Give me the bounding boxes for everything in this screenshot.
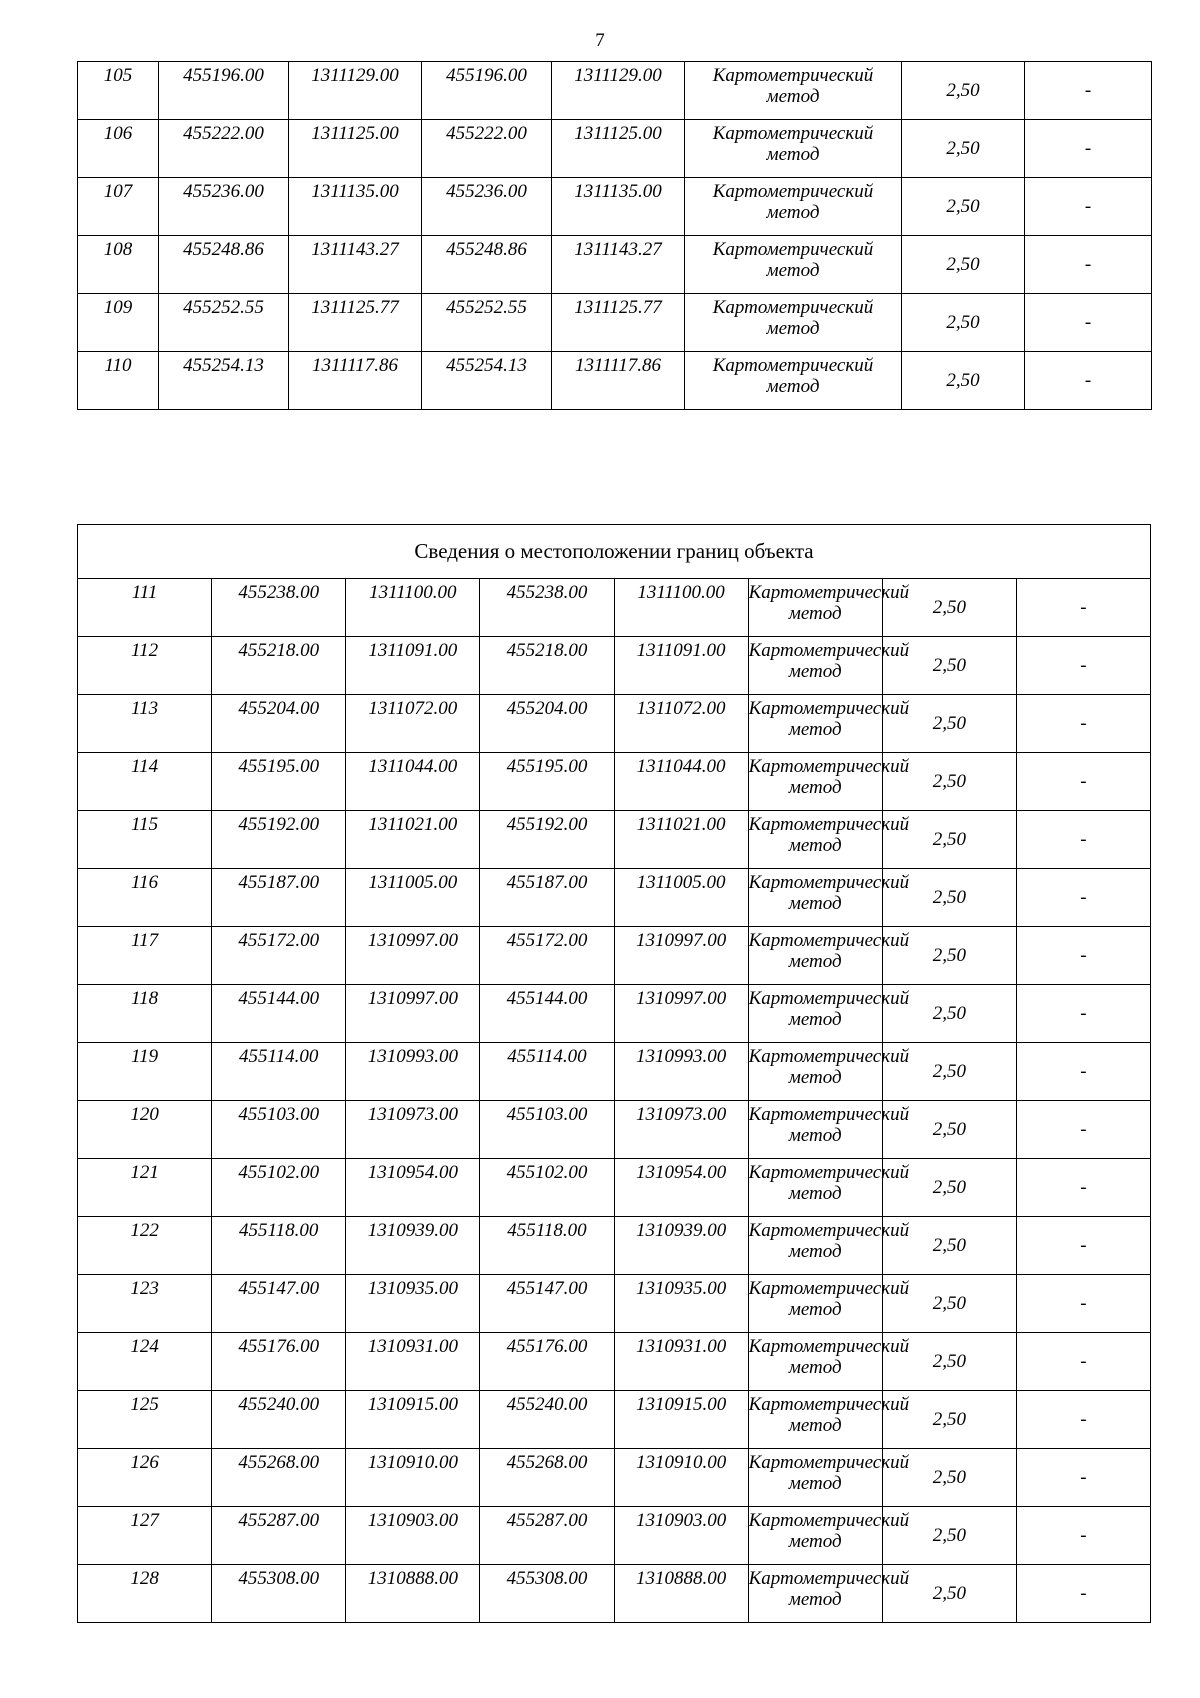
existing-y-cell: 1310997.00 [346,927,480,985]
accuracy-cell: 2,50 [902,62,1025,120]
accuracy-cell: 2,50 [882,811,1016,869]
accuracy-cell: 2,50 [882,1217,1016,1275]
accuracy-cell: 2,50 [902,352,1025,410]
existing-y-cell: 1311143.27 [289,236,422,294]
existing-x-cell: 455147.00 [212,1275,346,1333]
new-y-cell: 1310973.00 [614,1101,748,1159]
method-cell [748,637,910,695]
existing-y-cell: 1311021.00 [346,811,480,869]
existing-x-cell: 455252.55 [159,294,289,352]
table-row [78,985,1151,1043]
existing-y-cell: 1310915.00 [346,1391,480,1449]
accuracy-cell: 2,50 [882,1159,1016,1217]
accuracy-cell: 2,50 [882,753,1016,811]
table-row [78,637,1151,695]
method-line: метод [788,1473,842,1494]
description-cell: - [1016,1159,1150,1217]
existing-y-cell: 1311005.00 [346,869,480,927]
point-number-cell: 112 [78,637,212,695]
description-cell: - [1016,1565,1150,1623]
boundary-location-table [77,524,1151,1623]
new-x-cell: 455240.00 [480,1391,614,1449]
method-line: метод [788,893,842,914]
method-line: метод [788,951,842,972]
method-line: Картометрический [748,1104,910,1125]
method-cell [685,120,902,178]
method-cell [748,1333,910,1391]
new-y-cell: 1310997.00 [614,927,748,985]
existing-y-cell: 1311044.00 [346,753,480,811]
method-line: Картометрический [748,640,910,661]
accuracy-cell: 2,50 [882,1101,1016,1159]
existing-y-cell: 1310997.00 [346,985,480,1043]
table-row [78,1449,1151,1507]
existing-y-cell: 1311091.00 [346,637,480,695]
new-x-cell: 455144.00 [480,985,614,1043]
description-cell: - [1016,811,1150,869]
existing-x-cell: 455195.00 [212,753,346,811]
table-row [78,753,1151,811]
table-row [78,869,1151,927]
method-line: метод [788,1299,842,1320]
method-cell [748,1159,910,1217]
method-line: Картометрический [748,582,910,603]
new-y-cell: 1311100.00 [614,579,748,637]
new-y-cell: 1310935.00 [614,1275,748,1333]
method-line: метод [788,1241,842,1262]
description-cell: - [1025,352,1152,410]
new-y-cell: 1310954.00 [614,1159,748,1217]
new-y-cell: 1310910.00 [614,1449,748,1507]
accuracy-cell: 2,50 [902,178,1025,236]
existing-x-cell: 455144.00 [212,985,346,1043]
description-cell: - [1025,178,1152,236]
point-number-cell: 114 [78,753,212,811]
new-y-cell: 1311021.00 [614,811,748,869]
new-y-cell: 1311129.00 [552,62,685,120]
description-cell: - [1016,927,1150,985]
new-x-cell: 455195.00 [480,753,614,811]
existing-x-cell: 455287.00 [212,1507,346,1565]
description-cell: - [1016,1507,1150,1565]
accuracy-cell: 2,50 [902,120,1025,178]
existing-y-cell: 1310888.00 [346,1565,480,1623]
description-cell: - [1016,753,1150,811]
description-cell: - [1025,236,1152,294]
new-y-cell: 1311135.00 [552,178,685,236]
accuracy-cell: 2,50 [882,637,1016,695]
table-row [78,1507,1151,1565]
new-x-cell: 455308.00 [480,1565,614,1623]
method-cell [748,1217,910,1275]
method-cell [685,294,902,352]
method-line: метод [766,318,820,339]
new-y-cell: 1311044.00 [614,753,748,811]
method-line: метод [788,603,842,624]
method-line: метод [766,144,820,165]
point-number-cell: 108 [78,236,159,294]
new-x-cell: 455287.00 [480,1507,614,1565]
table-row [78,1391,1151,1449]
method-cell [748,753,910,811]
method-line: Картометрический [748,1452,910,1473]
new-x-cell: 455254.13 [422,352,552,410]
existing-y-cell: 1311125.00 [289,120,422,178]
new-x-cell: 455222.00 [422,120,552,178]
method-line: Картометрический [712,297,874,318]
table-title: Сведения о местоположении границ объекта [78,525,1151,579]
description-cell: - [1016,1217,1150,1275]
table-row [78,695,1151,753]
method-cell [748,1449,910,1507]
new-x-cell: 455238.00 [480,579,614,637]
description-cell: - [1016,1275,1150,1333]
method-line: Картометрический [712,239,874,260]
existing-x-cell: 455192.00 [212,811,346,869]
point-number-cell: 105 [78,62,159,120]
method-line: метод [788,1067,842,1088]
method-line: Картометрический [748,1278,910,1299]
existing-x-cell: 455254.13 [159,352,289,410]
description-cell: - [1016,695,1150,753]
description-cell: - [1025,62,1152,120]
new-x-cell: 455236.00 [422,178,552,236]
existing-y-cell: 1310993.00 [346,1043,480,1101]
method-line: метод [788,1125,842,1146]
existing-x-cell: 455103.00 [212,1101,346,1159]
method-line: метод [788,661,842,682]
new-y-cell: 1311143.27 [552,236,685,294]
existing-y-cell: 1310910.00 [346,1449,480,1507]
new-y-cell: 1311005.00 [614,869,748,927]
method-line: метод [788,719,842,740]
method-line: Картометрический [748,1394,910,1415]
method-line: Картометрический [712,65,874,86]
method-line: Картометрический [748,872,910,893]
point-number-cell: 106 [78,120,159,178]
existing-x-cell: 455238.00 [212,579,346,637]
point-number-cell: 113 [78,695,212,753]
description-cell: - [1025,294,1152,352]
table-row [78,62,1152,120]
point-number-cell: 121 [78,1159,212,1217]
new-y-cell: 1311125.00 [552,120,685,178]
table-row [78,1275,1151,1333]
point-number-cell: 111 [78,579,212,637]
method-cell [748,811,910,869]
table-body [78,62,1152,410]
accuracy-cell: 2,50 [882,1275,1016,1333]
method-cell [748,927,910,985]
existing-x-cell: 455222.00 [159,120,289,178]
method-line: метод [788,1009,842,1030]
method-cell [748,1043,910,1101]
point-number-cell: 118 [78,985,212,1043]
method-line: метод [788,1531,842,1552]
new-x-cell: 455196.00 [422,62,552,120]
new-x-cell: 455147.00 [480,1275,614,1333]
method-line: Картометрический [748,930,910,951]
method-line: Картометрический [712,181,874,202]
new-y-cell: 1310931.00 [614,1333,748,1391]
existing-y-cell: 1310939.00 [346,1217,480,1275]
table-row [78,178,1152,236]
new-x-cell: 455102.00 [480,1159,614,1217]
description-cell: - [1016,1043,1150,1101]
existing-y-cell: 1311129.00 [289,62,422,120]
method-cell [748,985,910,1043]
new-y-cell: 1310993.00 [614,1043,748,1101]
method-cell [748,1275,910,1333]
new-y-cell: 1310915.00 [614,1391,748,1449]
point-number-cell: 109 [78,294,159,352]
method-cell [748,1565,910,1623]
method-cell [748,579,910,637]
method-cell [748,695,910,753]
method-cell [748,1101,910,1159]
method-line: метод [788,777,842,798]
accuracy-cell: 2,50 [882,1449,1016,1507]
new-y-cell: 1311072.00 [614,695,748,753]
existing-x-cell: 455102.00 [212,1159,346,1217]
method-line: метод [788,835,842,856]
method-line: Картометрический [748,698,910,719]
accuracy-cell: 2,50 [902,294,1025,352]
method-line: Картометрический [712,123,874,144]
existing-x-cell: 455172.00 [212,927,346,985]
new-x-cell: 455118.00 [480,1217,614,1275]
table-row [78,927,1151,985]
point-number-cell: 115 [78,811,212,869]
point-number-cell: 116 [78,869,212,927]
method-line: Картометрический [748,1568,910,1589]
new-x-cell: 455204.00 [480,695,614,753]
existing-x-cell: 455236.00 [159,178,289,236]
new-x-cell: 455176.00 [480,1333,614,1391]
method-line: метод [766,376,820,397]
point-number-cell: 107 [78,178,159,236]
existing-x-cell: 455248.86 [159,236,289,294]
existing-x-cell: 455218.00 [212,637,346,695]
method-cell [685,236,902,294]
point-number-cell: 123 [78,1275,212,1333]
method-line: Картометрический [748,1162,910,1183]
new-x-cell: 455192.00 [480,811,614,869]
method-line: Картометрический [748,1510,910,1531]
description-cell: - [1016,1333,1150,1391]
method-line: Картометрический [748,1336,910,1357]
table-body [78,525,1151,1623]
method-cell [748,869,910,927]
accuracy-cell: 2,50 [882,1565,1016,1623]
existing-y-cell: 1311072.00 [346,695,480,753]
accuracy-cell: 2,50 [882,1391,1016,1449]
description-cell: - [1016,1391,1150,1449]
existing-y-cell: 1310935.00 [346,1275,480,1333]
new-y-cell: 1311091.00 [614,637,748,695]
point-number-cell: 122 [78,1217,212,1275]
method-line: Картометрический [748,756,910,777]
method-line: Картометрический [748,988,910,1009]
new-y-cell: 1310903.00 [614,1507,748,1565]
existing-x-cell: 455187.00 [212,869,346,927]
point-number-cell: 124 [78,1333,212,1391]
method-cell [748,1507,910,1565]
method-line: Картометрический [748,1220,910,1241]
accuracy-cell: 2,50 [882,985,1016,1043]
description-cell: - [1016,579,1150,637]
point-number-cell: 127 [78,1507,212,1565]
point-number-cell: 126 [78,1449,212,1507]
method-cell [685,352,902,410]
method-line: метод [766,202,820,223]
new-y-cell: 1311125.77 [552,294,685,352]
description-cell: - [1016,1449,1150,1507]
table-row [78,811,1151,869]
table-row [78,1101,1151,1159]
method-line: метод [766,260,820,281]
table-row [78,1565,1151,1623]
existing-x-cell: 455308.00 [212,1565,346,1623]
method-line: Картометрический [748,1046,910,1067]
table-row [78,352,1152,410]
existing-y-cell: 1311135.00 [289,178,422,236]
description-cell: - [1016,637,1150,695]
accuracy-cell: 2,50 [882,695,1016,753]
accuracy-cell: 2,50 [882,579,1016,637]
existing-x-cell: 455196.00 [159,62,289,120]
method-line: метод [788,1357,842,1378]
new-x-cell: 455268.00 [480,1449,614,1507]
table-row [78,1159,1151,1217]
method-line: метод [788,1183,842,1204]
new-x-cell: 455103.00 [480,1101,614,1159]
method-cell [748,1391,910,1449]
method-line: метод [766,86,820,107]
new-x-cell: 455218.00 [480,637,614,695]
method-line: метод [788,1589,842,1610]
existing-x-cell: 455118.00 [212,1217,346,1275]
table-row [78,1043,1151,1101]
existing-y-cell: 1310903.00 [346,1507,480,1565]
point-number-cell: 120 [78,1101,212,1159]
new-y-cell: 1310888.00 [614,1565,748,1623]
description-cell: - [1016,1101,1150,1159]
table-row [78,1217,1151,1275]
point-number-cell: 110 [78,352,159,410]
existing-y-cell: 1311100.00 [346,579,480,637]
table-row [78,579,1151,637]
existing-y-cell: 1311117.86 [289,352,422,410]
new-x-cell: 455114.00 [480,1043,614,1101]
accuracy-cell: 2,50 [882,869,1016,927]
accuracy-cell: 2,50 [882,1043,1016,1101]
existing-y-cell: 1311125.77 [289,294,422,352]
new-y-cell: 1310997.00 [614,985,748,1043]
description-cell: - [1016,985,1150,1043]
new-x-cell: 455252.55 [422,294,552,352]
new-x-cell: 455248.86 [422,236,552,294]
table-row [78,1333,1151,1391]
accuracy-cell: 2,50 [902,236,1025,294]
existing-y-cell: 1310931.00 [346,1333,480,1391]
method-line: метод [788,1415,842,1436]
method-line: Картометрический [748,814,910,835]
point-number-cell: 119 [78,1043,212,1101]
method-cell [685,178,902,236]
new-y-cell: 1310939.00 [614,1217,748,1275]
point-number-cell: 128 [78,1565,212,1623]
point-number-cell: 125 [78,1391,212,1449]
description-cell: - [1016,869,1150,927]
new-y-cell: 1311117.86 [552,352,685,410]
existing-x-cell: 455114.00 [212,1043,346,1101]
existing-y-cell: 1310973.00 [346,1101,480,1159]
existing-x-cell: 455176.00 [212,1333,346,1391]
table-row [78,236,1152,294]
new-x-cell: 455172.00 [480,927,614,985]
table-row [78,294,1152,352]
method-line: Картометрический [712,355,874,376]
existing-y-cell: 1310954.00 [346,1159,480,1217]
accuracy-cell: 2,50 [882,1507,1016,1565]
existing-x-cell: 455268.00 [212,1449,346,1507]
existing-x-cell: 455240.00 [212,1391,346,1449]
accuracy-cell: 2,50 [882,1333,1016,1391]
accuracy-cell: 2,50 [882,927,1016,985]
existing-x-cell: 455204.00 [212,695,346,753]
table-row [78,120,1152,178]
description-cell: - [1025,120,1152,178]
point-number-cell: 117 [78,927,212,985]
new-x-cell: 455187.00 [480,869,614,927]
method-cell [685,62,902,120]
table-title-row [78,525,1151,579]
page-number: 7 [595,30,605,51]
boundary-coordinates-table-continued [77,61,1152,410]
